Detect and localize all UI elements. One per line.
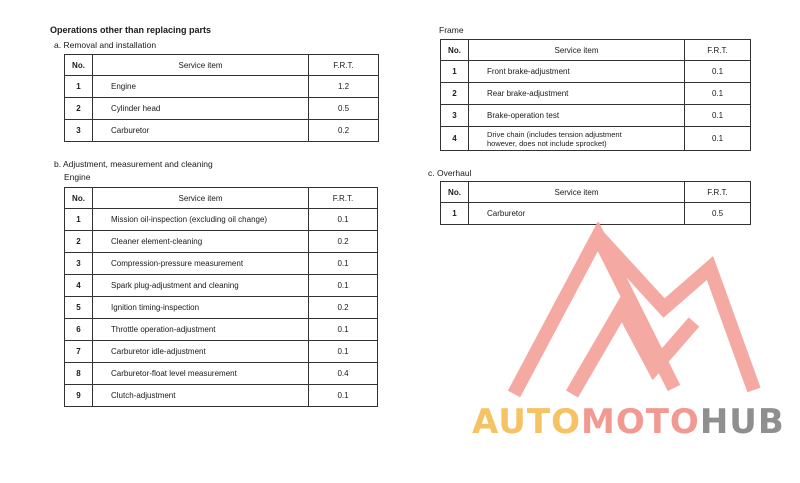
table-row [65, 319, 378, 341]
table-row [65, 297, 378, 319]
header-frt: F.R.T. [685, 40, 751, 61]
header-service-item: Service item [93, 55, 309, 76]
row-frt: 0.1 [309, 275, 378, 297]
row-service-item: Cleaner element-cleaning [93, 231, 309, 253]
row-service-item: Compression-pressure measurement [93, 253, 309, 275]
section-b-sublabel: Engine [64, 172, 91, 182]
row-service-item: Clutch-adjustment [93, 385, 309, 407]
header-frt: F.R.T. [309, 55, 379, 76]
row-frt: 0.4 [309, 363, 378, 385]
row-no: 5 [65, 297, 93, 319]
row-service-item: Brake-operation test [469, 105, 685, 127]
row-service-item: Engine [93, 76, 309, 98]
overhaul-table [440, 181, 751, 225]
row-no: 4 [441, 127, 469, 151]
row-service-item: Cylinder head [93, 98, 309, 120]
section-a-label: a. Removal and installation [54, 40, 157, 50]
header-service-item: Service item [469, 182, 685, 203]
table-row [65, 385, 378, 407]
row-frt: 0.1 [309, 385, 378, 407]
automotohub-watermark [468, 222, 800, 442]
row-no: 1 [65, 209, 93, 231]
row-frt: 0.1 [309, 253, 378, 275]
table-row [65, 209, 378, 231]
section-b-label: b. Adjustment, measurement and cleaning [54, 159, 213, 169]
removal-installation-table [64, 54, 379, 142]
brand-hub: HUB [699, 402, 785, 442]
row-frt: 0.2 [309, 297, 378, 319]
row-no: 8 [65, 363, 93, 385]
table-row [441, 61, 751, 83]
row-service-item: Throttle operation-adjustment [93, 319, 309, 341]
row-service-item: Carburetor-float level measurement [93, 363, 309, 385]
row-frt: 0.1 [685, 61, 751, 83]
row-frt: 0.5 [685, 203, 751, 225]
row-no: 2 [441, 83, 469, 105]
brand-moto: MOTO [580, 402, 700, 442]
row-service-item: Mission oil-inspection (excluding oil change) [93, 209, 309, 231]
row-no: 4 [65, 275, 93, 297]
frame-table [440, 39, 751, 151]
row-service-item: Rear brake-adjustment [469, 83, 685, 105]
header-service-item: Service item [93, 188, 309, 209]
table-row [65, 120, 379, 142]
frame-label: Frame [439, 25, 464, 35]
row-frt: 0.1 [685, 127, 751, 151]
row-service-item: Front brake-adjustment [469, 61, 685, 83]
table-header-row [65, 188, 378, 209]
table-row [65, 76, 379, 98]
table-row [65, 98, 379, 120]
row-no: 2 [65, 98, 93, 120]
header-frt: F.R.T. [309, 188, 378, 209]
row-frt: 0.1 [309, 209, 378, 231]
table-row [441, 127, 751, 151]
header-no: No. [65, 188, 93, 209]
triangle-logo-icon [504, 222, 764, 400]
table-row [441, 105, 751, 127]
header-no: No. [65, 55, 93, 76]
table-header-row [441, 40, 751, 61]
header-no: No. [441, 182, 469, 203]
brand-auto: AUTO [472, 402, 581, 442]
row-no: 2 [65, 231, 93, 253]
row-service-item: Carburetor [93, 120, 309, 142]
row-frt: 0.2 [309, 120, 379, 142]
brand-wordmark [472, 402, 785, 442]
row-frt: 0.1 [309, 319, 378, 341]
row-frt: 1.2 [309, 76, 379, 98]
section-c-label: c. Overhaul [428, 168, 472, 178]
row-no: 7 [65, 341, 93, 363]
page-title: Operations other than replacing parts [50, 25, 212, 35]
row-frt: 0.2 [309, 231, 378, 253]
row-service-item: Spark plug-adjustment and cleaning [93, 275, 309, 297]
table-row [65, 253, 378, 275]
row-service-item: Ignition timing-inspection [93, 297, 309, 319]
table-row [65, 341, 378, 363]
row-no: 3 [65, 253, 93, 275]
row-no: 6 [65, 319, 93, 341]
table-row [65, 363, 378, 385]
row-frt: 0.1 [685, 105, 751, 127]
row-service-item: Carburetor [469, 203, 685, 225]
row-frt: 0.1 [309, 341, 378, 363]
table-header-row [441, 182, 751, 203]
row-no: 3 [441, 105, 469, 127]
header-service-item: Service item [469, 40, 685, 61]
row-service-item-line: however, does not include sprocket) [487, 138, 607, 148]
row-service-item: Carburetor idle-adjustment [93, 341, 309, 363]
adjustment-table [64, 187, 378, 407]
table-header-row [65, 55, 379, 76]
row-no: 1 [441, 61, 469, 83]
header-no: No. [441, 40, 469, 61]
table-row [441, 83, 751, 105]
row-no: 1 [65, 76, 93, 98]
row-no: 9 [65, 385, 93, 407]
row-service-item-line: Drive chain (includes tension adjustment [487, 129, 622, 139]
row-frt: 0.5 [309, 98, 379, 120]
row-no: 1 [441, 203, 469, 225]
table-row [65, 275, 378, 297]
row-service-item [469, 127, 685, 151]
header-frt: F.R.T. [685, 182, 751, 203]
table-row [65, 231, 378, 253]
row-frt: 0.1 [685, 83, 751, 105]
row-no: 3 [65, 120, 93, 142]
